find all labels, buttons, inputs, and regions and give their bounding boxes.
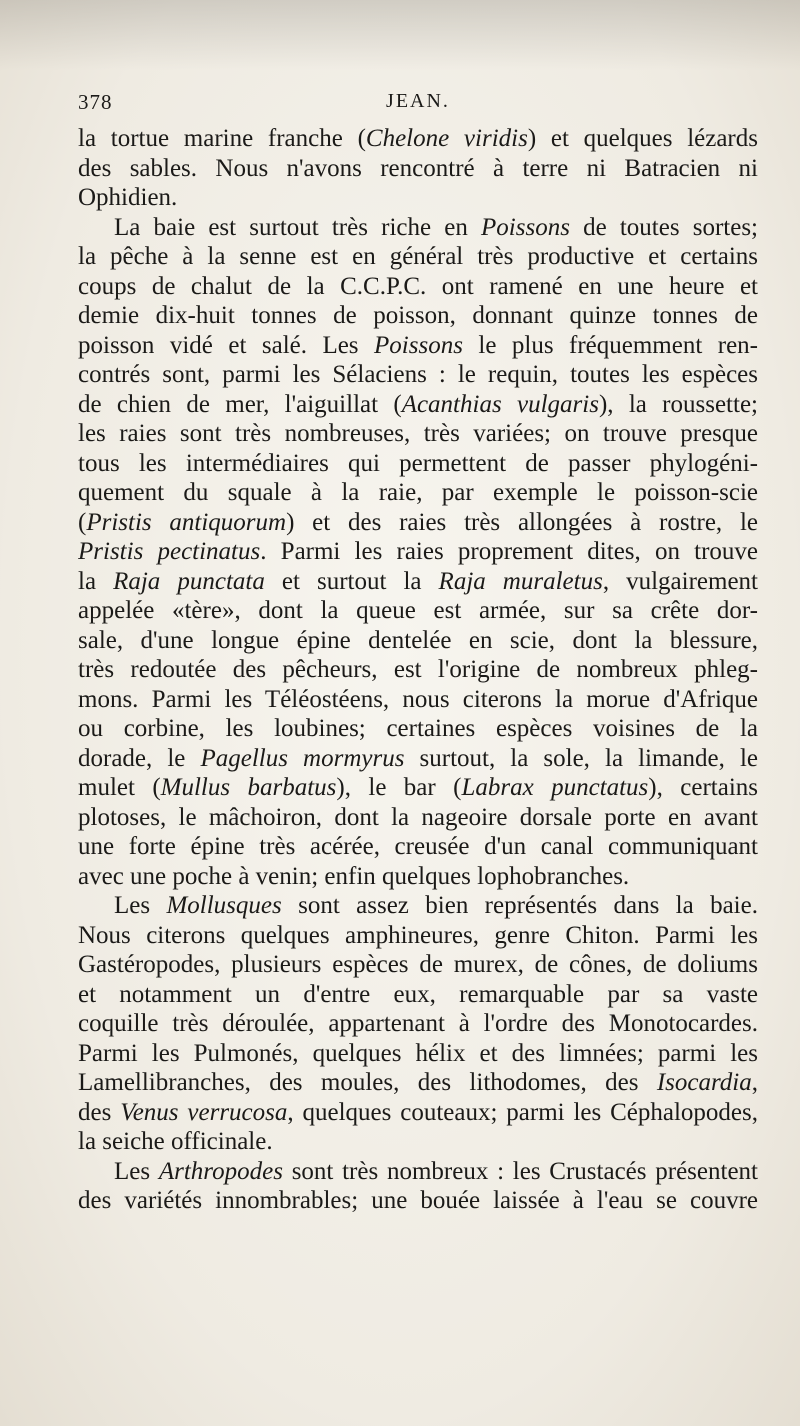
text-line: coquille très déroulée, appartenant à l'ordre des Monotocardes. — [78, 1010, 758, 1037]
text-line: de chien de mer, l'aiguillat (Acanthias vulgaris), la roussette; — [78, 390, 758, 418]
text-line: la pêche à la senne est en général très productive et certains — [78, 243, 758, 270]
text-line: avec une poche à venin; enfin quelques lophobranches. — [78, 862, 630, 890]
running-head: JEAN. — [386, 90, 450, 112]
text-line: quement du squale à la raie, par exemple le poisson-scie — [78, 479, 758, 506]
text-line: Lamellibranches, des moules, des lithodomes, des Isocardia, — [78, 1069, 758, 1096]
page-number: 378 — [78, 90, 113, 114]
text-line: Les Mollusques sont assez bien représentés dans la baie. — [114, 892, 758, 919]
text-line: très redoutée des pêcheurs, est l'origine de nombreux phleg- — [78, 656, 758, 683]
text-line: demie dix-huit tonnes de poisson, donnant quinze tonnes de — [78, 302, 758, 329]
text-line: plotoses, le mâchoiron, dont la nageoire dorsale porte en avant — [78, 803, 758, 831]
text-line: des variétés innombrables; une bouée laissée à l'eau se couvre — [78, 1187, 758, 1214]
text-line: dorade, le Pagellus mormyrus surtout, la sole, la limande, le — [78, 744, 758, 772]
text-line: coups de chalut de la C.C.P.C. ont ramené en une heure et — [78, 272, 758, 300]
text-line: Pristis pectinatus. Parmi les raies proprement dites, on trouve — [78, 538, 758, 565]
text-line: Les Arthropodes sont très nombreux : les Crustacés présentent — [114, 1157, 758, 1185]
text-line: contrés sont, parmi les Sélaciens : le requin, toutes les espèces — [78, 361, 758, 388]
text-line: appelée «tère», dont la queue est armée, sur sa crête dor- — [78, 597, 758, 624]
text-line: la Raja punctata et surtout la Raja muraletus, vulgairement — [78, 567, 758, 595]
text-line: et notamment un d'entre eux, remarquable par sa vaste — [78, 980, 758, 1008]
text-line: la seiche officinale. — [78, 1128, 273, 1155]
text-line: mulet (Mullus barbatus), le bar (Labrax punctatus), certains — [78, 774, 758, 801]
text-line: Nous citerons quelques amphineures, genre Chiton. Parmi les — [78, 921, 758, 949]
text-line: La baie est surtout très riche en Poissons de toutes sortes; — [114, 213, 758, 241]
text-line: poisson vidé et salé. Les Poissons le plus fréquemment ren- — [78, 331, 758, 359]
text-line: Parmi les Pulmonés, quelques hélix et des limnées; parmi les — [78, 1039, 758, 1067]
text-line: ou corbine, les loubines; certaines espèces voisines de la — [78, 715, 758, 742]
text-line: mons. Parmi les Téléostéens, nous citerons la morue d'Afrique — [78, 685, 758, 713]
text-line: les raies sont très nombreuses, très variées; on trouve presque — [78, 420, 758, 447]
text-line: une forte épine très acérée, creusée d'un canal communiquant — [78, 833, 758, 860]
text-line: des Venus verrucosa, quelques couteaux; parmi les Céphalopodes, — [78, 1098, 758, 1126]
text-line: Gastéropodes, plusieurs espèces de murex, de cônes, de doliums — [78, 951, 758, 978]
text-line: Ophidien. — [78, 184, 178, 211]
text-line: (Pristis antiquorum) et des raies très allongées à rostre, le — [78, 508, 758, 536]
text-line: la tortue marine franche (Chelone viridis) et quelques lézards — [78, 125, 758, 152]
text-line: sale, d'une longue épine dentelée en scie, dont la blessure, — [78, 626, 758, 654]
page-header — [78, 90, 758, 120]
text-line: des sables. Nous n'avons rencontré à terre ni Batracien ni — [78, 154, 758, 182]
text-line: tous les intermédiaires qui permettent de passer phylogéni- — [78, 449, 758, 477]
body-text — [78, 124, 758, 1216]
page-edge-shadow — [0, 0, 800, 70]
